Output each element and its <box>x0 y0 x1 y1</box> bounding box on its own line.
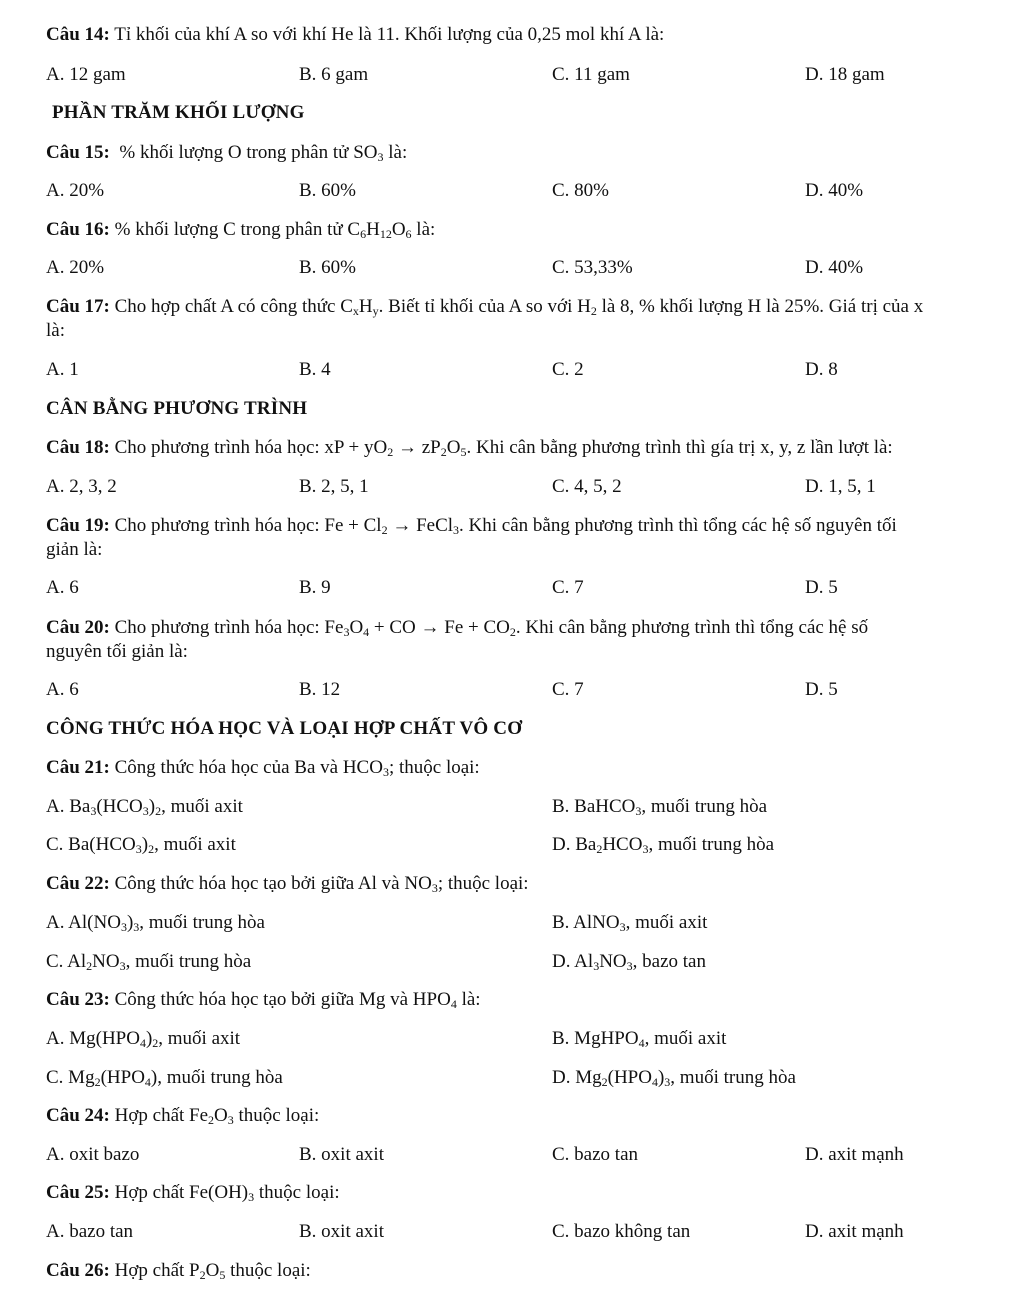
q20-option-c: C. 7 <box>552 679 584 700</box>
q20-option-d: D. 5 <box>805 679 838 700</box>
q22-option-b: B. AlNO$_3$, muối axit <box>552 912 708 934</box>
q17-option-a: A. 1 <box>46 359 79 380</box>
q15-option-d: D. 40% <box>805 180 864 201</box>
q18-option-a: A. 2, 3, 2 <box>46 476 117 497</box>
q24-option-b: B. oxit axit <box>299 1144 384 1165</box>
q19-option-d: D. 5 <box>805 577 838 598</box>
question-15: Câu 15: % khối lượng O trong phân tử $SO_3$ là: <box>46 142 408 164</box>
q18-option-d: D. 1, 5, 1 <box>805 476 876 497</box>
question-22: Câu 22: Công thức hóa học tạo bởi giữa Al và $NO_3$; thuộc loại: <box>46 873 529 895</box>
q18-option-b: B. 2, 5, 1 <box>299 476 369 497</box>
question-14: Câu 14: Tỉ khối của khí A so với khí He là 11. Khối lượng của 0,25 mol khí A là: <box>46 24 665 45</box>
q17-option-d: D. 8 <box>805 359 838 380</box>
question-26: Câu 26: Hợp chất $P_2O_5$ thuộc loại: <box>46 1260 311 1282</box>
question-17: Câu 17: Cho hợp chất A có công thức $C_xH_y$. Biết tỉ khối của A so với $H_2$ là 8, % khối lượng H là 25%. Giá trị của x <box>46 296 924 318</box>
q18-option-c: C. 4, 5, 2 <box>552 476 622 497</box>
q22-option-c: C. $Al_2NO_3$, muối trung hòa <box>46 951 252 973</box>
q23-option-a: A. $Mg(HPO_4)_2$, muối axit <box>46 1028 241 1050</box>
q21-option-c: C. $Ba(HCO_3)_2$, muối axit <box>46 834 236 856</box>
question-19-continued: giản là: <box>46 539 103 560</box>
q21-option-a: A. $Ba_3(HCO_3)_2$, muối axit <box>46 796 243 818</box>
q24-option-a: A. oxit bazo <box>46 1144 140 1165</box>
section-heading-formula-inorganic: CÔNG THỨC HÓA HỌC VÀ LOẠI HỢP CHẤT VÔ CƠ <box>46 718 523 739</box>
question-21: Câu 21: Công thức hóa học của Ba và $HCO_3$; thuộc loại: <box>46 757 480 779</box>
q25-option-d: D. axit mạnh <box>805 1221 904 1242</box>
question-19: Câu 19: Cho phương trình hóa học: $Fe + Cl_2$ → FeCl$_3$. Khi cân bằng phương trình thì tổng các hệ số nguyên tối <box>46 515 897 537</box>
question-17-continued: là: <box>46 320 65 341</box>
q14-option-c: C. 11 gam <box>552 64 630 85</box>
q19-option-a: A. 6 <box>46 577 79 598</box>
question-18: Câu 18: Cho phương trình hóa học: xP + $yO_2 \to zP_2O_5$. Khi cân bằng phương trình thì gía trị x, y, z lần lượt là: <box>46 437 893 459</box>
q23-option-b: B. MgHPO$_4$, muối axit <box>552 1028 727 1050</box>
q14-option-b: B. 6 gam <box>299 64 369 85</box>
q16-option-d: D. 40% <box>805 257 864 278</box>
q15-option-b: B. 60% <box>299 180 356 201</box>
q25-option-c: C. bazo không tan <box>552 1221 691 1242</box>
question-20-continued: nguyên tối giản là: <box>46 641 188 662</box>
q21-option-b: B. BaHCO$_3$, muối trung hòa <box>552 796 768 818</box>
q14-option-a: A. 12 gam <box>46 64 126 85</box>
q17-option-c: C. 2 <box>552 359 584 380</box>
question-25: Câu 25: Hợp chất $Fe(OH)_3$ thuộc loại: <box>46 1182 340 1204</box>
q19-option-c: C. 7 <box>552 577 584 598</box>
question-16: Câu 16: % khối lượng C trong phân tử $C_6H_{12}O_6$ là: <box>46 219 436 241</box>
question-20: Câu 20: Cho phương trình hóa học: $Fe_3O_4$ + CO → $Fe + CO_2$. Khi cân bằng phương trình thì tổng các hệ số <box>46 617 869 639</box>
section-heading-balance-equation: CÂN BẰNG PHƯƠNG TRÌNH <box>46 398 308 419</box>
q24-option-c: C. bazo tan <box>552 1144 639 1165</box>
q16-option-b: B. 60% <box>299 257 356 278</box>
q19-option-b: B. 9 <box>299 577 331 598</box>
q25-option-a: A. bazo tan <box>46 1221 134 1242</box>
q17-option-b: B. 4 <box>299 359 331 380</box>
q25-option-b: B. oxit axit <box>299 1221 384 1242</box>
question-23: Câu 23: Công thức hóa học tạo bởi giữa Mg và $HPO_4$ là: <box>46 989 481 1011</box>
q14-option-d: D. 18 gam <box>805 64 885 85</box>
q22-option-d: D. $Al_3NO_3$, bazo tan <box>552 951 706 973</box>
q16-option-a: A. 20% <box>46 257 105 278</box>
q20-option-b: B. 12 <box>299 679 341 700</box>
section-heading-percent-mass: PHẦN TRĂM KHỐI LƯỢNG <box>52 102 305 123</box>
q15-option-c: C. 80% <box>552 180 609 201</box>
question-24: Câu 24: Hợp chất $Fe_2O_3$ thuộc loại: <box>46 1105 320 1127</box>
q23-option-d: D. $Mg_2(HPO_4)_3$, muối trung hòa <box>552 1067 796 1089</box>
q21-option-d: D. $Ba_2HCO_3$, muối trung hòa <box>552 834 775 856</box>
q22-option-a: A. $Al(NO_3)_3$, muối trung hòa <box>46 912 265 934</box>
q15-option-a: A. 20% <box>46 180 105 201</box>
q20-option-a: A. 6 <box>46 679 79 700</box>
q24-option-d: D. axit mạnh <box>805 1144 904 1165</box>
q23-option-c: C. $Mg_2(HPO_4)$, muối trung hòa <box>46 1067 283 1089</box>
q16-option-c: C. 53,33% <box>552 257 633 278</box>
